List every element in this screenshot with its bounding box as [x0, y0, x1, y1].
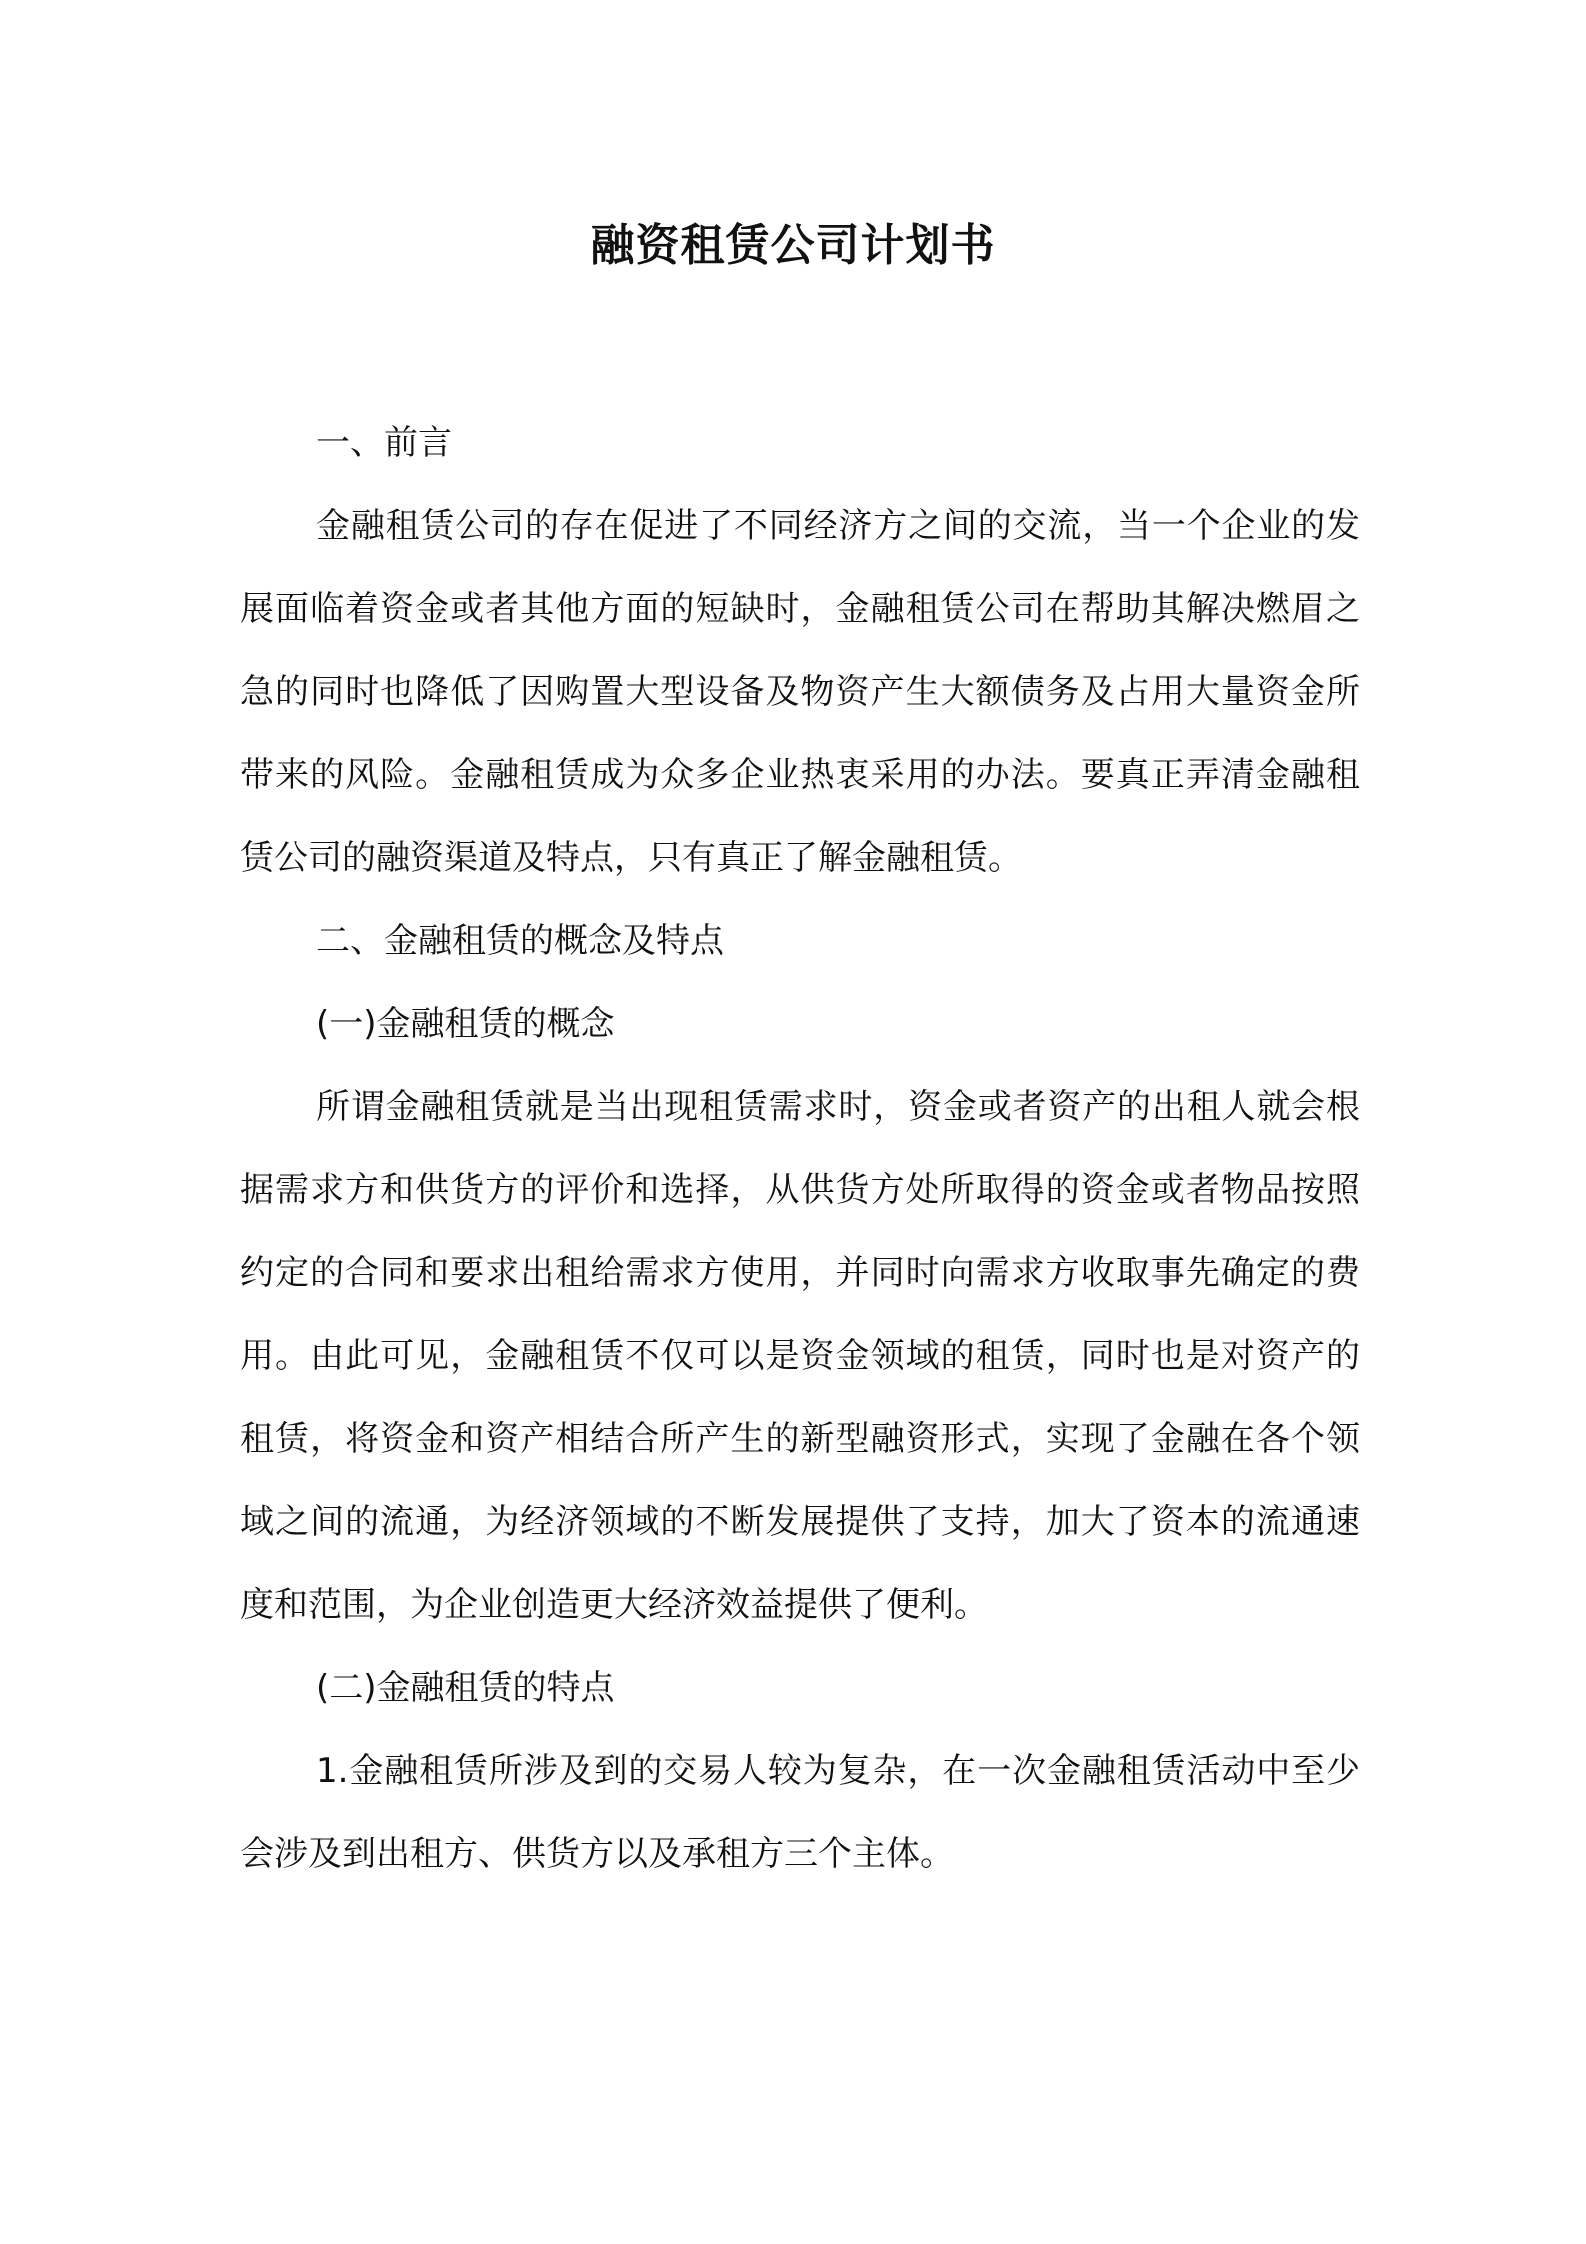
subsection-heading-concept: (一)金融租赁的概念	[316, 1004, 615, 1044]
section-heading-concept-features: 二、金融租赁的概念及特点	[316, 921, 724, 961]
paragraph-concept: 所谓金融租赁就是当出现租赁需求时，资金或者资产的出租人就会根据需求方和供货方的评价和选择，从供货方处所取得的资金或者物品按照约定的合同和要求出租给需求方使用，并同时向需求方收取事先确定的费用。由此可见，金融租赁不仅可以是资金领域的租赁，同时也是对资产的租赁，将资金和资产相结合所产生的新型融资形式，实现了金融在各个领域之间的流通，为经济领域的不断发展提供了支持，加大了资本的流通速度和范围，为企业创造更大经济效益提供了便利。	[240, 1087, 1360, 1625]
paragraph-preface: 金融租赁公司的存在促进了不同经济方之间的交流，当一个企业的发展面临着资金或者其他方面的短缺时，金融租赁公司在帮助其解决燃眉之急的同时也降低了因购置大型设备及物资产生大额债务及占用大量资金所带来的风险。金融租赁成为众多企业热衷采用的办法。要真正弄清金融租赁公司的融资渠道及特点，只有真正了解金融租赁。	[240, 506, 1360, 878]
document-body	[240, 402, 1360, 1896]
paragraph-feature-1: 1.金融租赁所涉及到的交易人较为复杂，在一次金融租赁活动中至少会涉及到出租方、供货方以及承租方三个主体。	[240, 1751, 1360, 1874]
subsection-heading-features: (二)金融租赁的特点	[316, 1668, 615, 1708]
document-title: 融资租赁公司计划书	[590, 220, 996, 271]
section-heading-preface: 一、前言	[316, 423, 452, 463]
